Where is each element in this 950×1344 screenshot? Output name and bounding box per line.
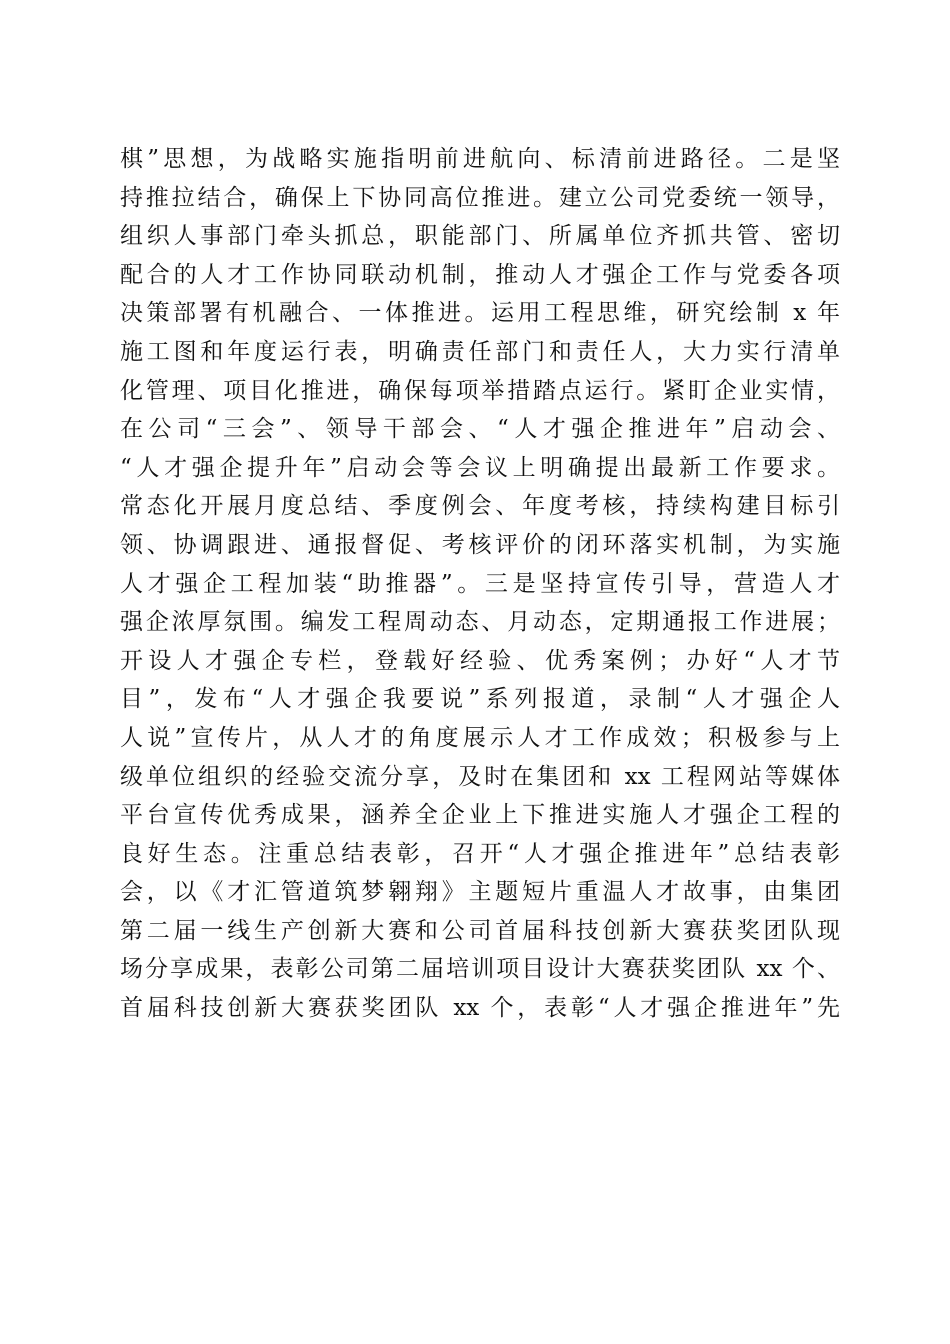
text-line: 会，以《才汇管道筑梦翱翔》主题短片重温人才故事，由集团 [120,879,840,906]
text-line: 级单位组织的经验交流分享，及时在集团和 xx 工程网站等媒体 [120,763,840,790]
text-line: 配合的人才工作协同联动机制，推动人才强企工作与党委各项 [120,261,840,288]
text-line: 良好生态。注重总结表彰，召开“人才强企推进年”总结表彰 [120,840,840,867]
text-line: 平台宣传优秀成果，涵养全企业上下推进实施人才强企工程的 [120,802,840,829]
text-line: 第二届一线生产创新大赛和公司首届科技创新大赛获奖团队现 [120,917,840,944]
text-line: 决策部署有机融合、一体推进。运用工程思维，研究绘制 x 年 [120,300,840,327]
text-line: 首届科技创新大赛获奖团队 xx 个，表彰“人才强企推进年”先 [120,995,840,1022]
text-line: “人才强企提升年”启动会等会议上明确提出最新工作要求。 [120,454,840,481]
text-line: 目”，发布“人才强企我要说”系列报道，录制“人才强企人 [120,686,840,713]
text-line: 人才强企工程加装“助推器”。三是坚持宣传引导，营造人才 [120,570,840,597]
text-line: 化管理、项目化推进，确保每项举措踏点运行。紧盯企业实情， [120,377,840,404]
text-line: 持推拉结合，确保上下协同高位推进。建立公司党委统一领导， [120,184,840,211]
body-paragraph [120,140,840,1028]
text-line: 棋”思想，为战略实施指明前进航向、标清前进路径。二是坚 [120,146,840,172]
text-line: 人说”宣传片，从人才的角度展示人才工作成效；积极参与上 [120,724,840,751]
text-line: 在公司“三会”、领导干部会、“人才强企推进年”启动会、 [120,416,840,443]
text-line: 强企浓厚氛围。编发工程周动态、月动态，定期通报工作进展； [120,609,840,636]
text-line: 领、协调跟进、通报督促、考核评价的闭环落实机制，为实施 [120,531,840,558]
text-line: 场分享成果，表彰公司第二届培训项目设计大赛获奖团队 xx 个、 [120,956,840,983]
text-line: 施工图和年度运行表，明确责任部门和责任人，大力实行清单 [120,338,840,365]
text-line: 组织人事部门牵头抓总，职能部门、所属单位齐抓共管、密切 [120,223,840,250]
text-line: 常态化开展月度总结、季度例会、年度考核，持续构建目标引 [120,493,840,520]
text-line: 开设人才强企专栏，登载好经验、优秀案例；办好“人才节 [120,647,840,674]
